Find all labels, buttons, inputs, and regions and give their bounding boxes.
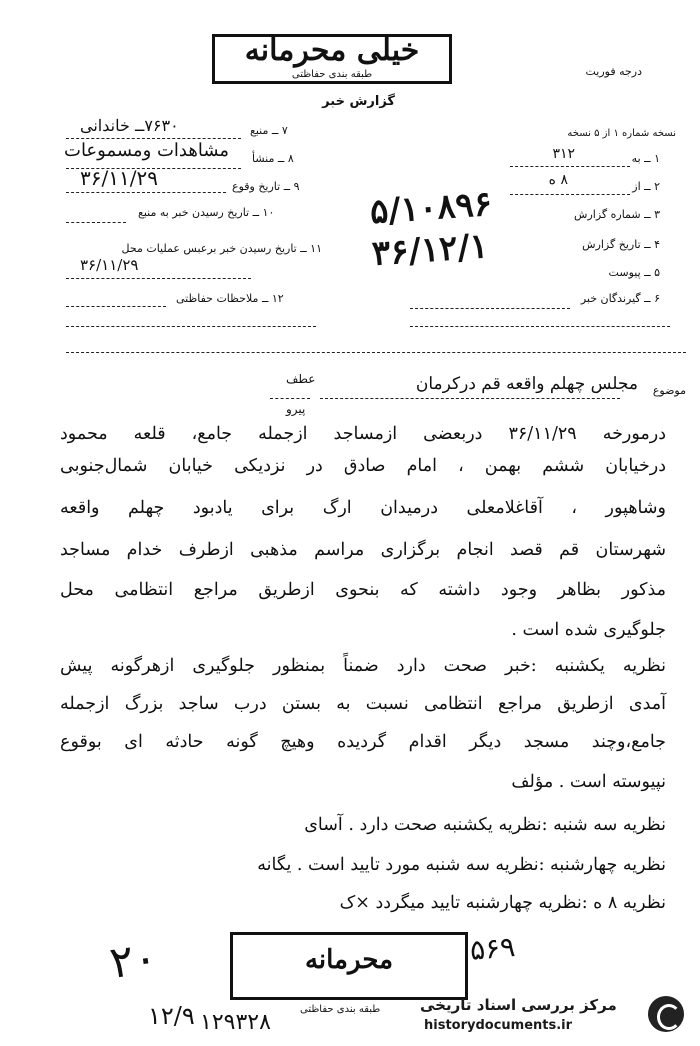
subject-label: موضوع <box>652 384 686 397</box>
handwritten-archive-number: ۱۲۹۳۲۸ <box>200 1010 271 1035</box>
field-value-event-date: ۳۶/۱۱/۲۹ <box>80 166 158 190</box>
watermark-url: historydocuments.ir <box>424 1018 573 1033</box>
opinion-line: نظریه یکشنبه :خبر صحت دارد ضمناً بمنظور جلوگیری ازهرگونه پیش <box>60 656 666 676</box>
opinion-line: آمدی ازطریق مراجع انتظامی نسبت به بستن درب ساجد بزرگ ازجمله <box>60 694 666 714</box>
watermark-title: مرکز بررسی اسناد تاریخی <box>420 996 617 1014</box>
body-line: شهرستان قم قصد انجام برگزاری مراسم مذهبی ازطرف خدام مساجد <box>60 540 666 560</box>
handwritten-report-number: ۵/۱۰۸۹۶ <box>368 183 494 233</box>
classification-subtitle: طبقه بندی حفاظتی <box>291 69 373 80</box>
handwritten-left-date: ۱۲/۹ <box>148 1002 195 1030</box>
opinion-line: جامع،وچند مسجد دیگر اقدام گردیده وهیچ گونه حادثه ای بوقوع <box>60 732 666 752</box>
field-label-report-number: ۳ ــ شماره گزارش <box>574 208 660 221</box>
body-line: وشاهپور ، آقاغلامعلی درمیدان ارگ برای یادبود چهلم واقعه <box>60 498 666 518</box>
opinion-line: نظریه ۸ ه :نظریه چهارشنبه تایید میگردد ×ک <box>339 893 666 913</box>
field-value-source: ۷۶۳۰ــ خاندانی <box>80 116 179 135</box>
handwritten-report-date: ۳۶/۱۲/۱ <box>370 225 490 275</box>
field-label-report-date: ۴ ــ تاریخ گزارش <box>582 238 660 251</box>
subject-text: مجلس چهلم واقعه قم درکرمان <box>415 374 638 394</box>
peyro-label: پیرو <box>286 402 306 416</box>
bottom-stamp <box>230 932 468 1000</box>
body-line: جلوگیری شده است . <box>511 620 666 640</box>
opinion-line: نظریه چهارشنبه :نظریه سه شنبه مورد تایید است . یگانه <box>257 855 666 875</box>
field-label-origin: ۸ ــ منشأ <box>252 152 294 165</box>
classification-stamp <box>212 34 452 84</box>
bottom-stamp-subtitle: طبقه بندی حفاظتی <box>300 1004 381 1015</box>
field-value-to: ۳۱۲ <box>552 146 575 162</box>
copy-line: نسخه شماره ۱ از ۵ نسخه <box>567 128 676 139</box>
field-value-ops-receipt-date: ۳۶/۱۱/۲۹ <box>80 256 139 274</box>
field-label-from: ۲ ــ از <box>632 180 660 193</box>
classification-title: خیلی محرمانه <box>244 33 420 68</box>
field-label-to: ۱ ــ به <box>631 152 660 165</box>
header-separator <box>66 352 686 353</box>
field-label-source-receipt-date: ۱۰ ــ تاریخ رسیدن خبر به منبع <box>138 206 275 219</box>
field-label-ops-receipt-date: ۱۱ ــ تاریخ رسیدن خبر برعبس عملیات محل <box>121 242 322 255</box>
field-value-from: ۸ ه <box>548 172 568 188</box>
opinion-line: نپیوسته است . مؤلف <box>511 772 666 792</box>
bottom-stamp-text: محرمانه <box>304 945 394 975</box>
report-heading: گزارش خبر <box>322 94 395 109</box>
watermark-logo-icon <box>648 996 684 1032</box>
body-line: درخیابان ششم بهمن ، امام صادق در نزدیکی خیابان شمال‌جنوبی <box>60 456 666 476</box>
field-label-recipients: ۶ ــ گیرندگان خبر <box>580 292 660 305</box>
handwritten-signature: ۲۰ <box>106 931 161 990</box>
opinion-line: نظریه سه شنبه :نظریه یکشنبه صحت دارد . آسای <box>304 815 666 835</box>
field-label-security-notes: ۱۲ ــ ملاحظات حفاظتی <box>176 292 284 305</box>
field-value-origin: مشاهدات ومسموعات <box>64 140 230 161</box>
field-label-event-date: ۹ ــ تاریخ وقوع <box>232 180 300 193</box>
field-label-attachment: ۵ ــ پیوست <box>608 266 660 279</box>
degree-label: درجه فوریت <box>585 65 642 78</box>
handwritten-right-mark: ۵۶۹ <box>468 930 517 967</box>
field-label-source: ۷ ــ منبع <box>250 124 288 137</box>
body-line: مذکور بظاهر وجود داشته که بنحوی ازطریق مراجع انتظامی محل <box>60 580 666 600</box>
body-line: درمورخه ۳۶/۱۱/۲۹ دربعضی ازمساجد ازجمله جامع، قلعه محمود <box>60 424 666 444</box>
atf-label: عطف <box>286 372 316 386</box>
